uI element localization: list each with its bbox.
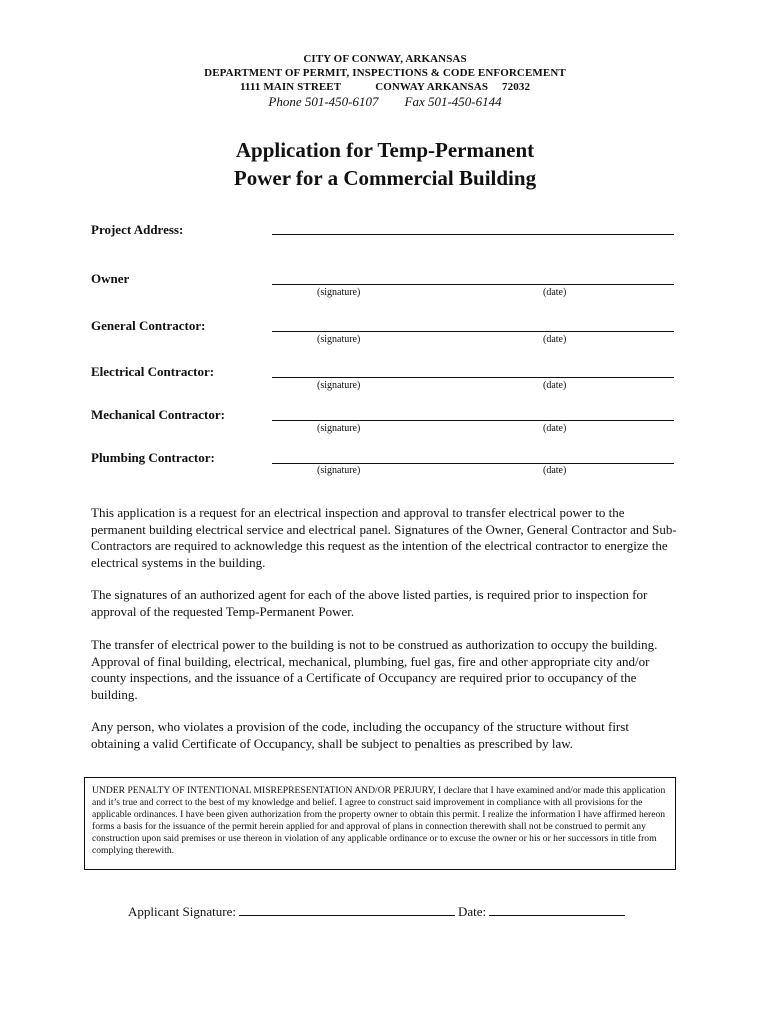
city-state: CONWAY ARKANSAS <box>375 81 489 93</box>
city-name: CITY OF CONWAY, ARKANSAS <box>303 53 467 65</box>
general-contractor-signature-caption: (signature) <box>317 334 361 345</box>
address-line <box>0 80 770 94</box>
paragraph-request: This application is a request for an electrical inspection and approval to transfer electrical power to the permanent building electrical service and electrical panel. Signatures of the Owner, General Contractor and Sub-Contractors are required to acknowledge this request as the intention of the electrical contractor to energize the electrical systems in the building. <box>91 505 677 570</box>
document-header <box>0 52 770 110</box>
mechanical-contractor-signature-caption: (signature) <box>317 423 361 434</box>
plumbing-contractor-label: Plumbing Contractor: <box>91 450 215 465</box>
phone-number: Phone 501-450-6107 <box>268 94 379 109</box>
general-contractor-signature-field[interactable] <box>272 331 674 332</box>
electrical-contractor-signature-caption: (signature) <box>317 380 361 391</box>
mechanical-contractor-date-caption: (date) <box>543 423 567 434</box>
paragraph-penalties: Any person, who violates a provision of the code, including the occupancy of the structure without first obtaining a valid Certificate of Occupancy, shall be subject to penalties as prescribed by law. <box>91 719 629 751</box>
applicant-signature-row <box>128 903 628 920</box>
department-name: DEPARTMENT OF PERMIT, INSPECTIONS & CODE ENFORCEMENT <box>204 67 566 79</box>
owner-signature-caption: (signature) <box>317 287 361 298</box>
paragraph-occupancy: The transfer of electrical power to the building is not to be construed as authorization to occupy the building. Approval of final building, electrical, mechanical, plumbing, fuel gas, fire and other appropriate city and/or county inspections, and the issuance of a Certificate of Occupancy are required prior to occupancy of the building. <box>91 637 658 702</box>
project-address-field[interactable] <box>272 234 674 235</box>
document-title <box>0 136 770 192</box>
title-line-2: Power for a Commercial Building <box>233 166 537 190</box>
electrical-contractor-signature-field[interactable] <box>272 377 674 378</box>
applicant-signature-field[interactable] <box>239 903 455 916</box>
general-contractor-label: General Contractor: <box>91 318 206 333</box>
electrical-contractor-label: Electrical Contractor: <box>91 364 215 379</box>
perjury-declaration-box <box>84 777 676 870</box>
plumbing-contractor-signature-caption: (signature) <box>317 465 361 476</box>
mechanical-contractor-label: Mechanical Contractor: <box>91 407 225 422</box>
owner-signature-field[interactable] <box>272 284 674 285</box>
owner-date-caption: (date) <box>543 287 567 298</box>
owner-label: Owner <box>91 271 130 286</box>
plumbing-contractor-date-caption: (date) <box>543 465 567 476</box>
applicant-signature-label: Applicant Signature: <box>128 904 236 919</box>
plumbing-contractor-signature-field[interactable] <box>272 463 674 464</box>
mechanical-contractor-signature-field[interactable] <box>272 420 674 421</box>
street-address: 1111 MAIN STREET <box>239 81 342 93</box>
applicant-date-label: Date: <box>457 904 487 919</box>
title-line-1: Application for Temp-Permanent <box>235 138 535 162</box>
zip-code: 72032 <box>502 81 531 93</box>
applicant-date-field[interactable] <box>489 903 625 916</box>
general-contractor-date-caption: (date) <box>543 334 567 345</box>
perjury-declaration-text: UNDER PENALTY OF INTENTIONAL MISREPRESENTATION AND/OR PERJURY, I declare that I have examined and/or made this application and it’s true and correct to the best of my knowledge and belief. I agree to construct said improvement in compliance with all provisions for the applicable ordinances. I have been given authorization from the property owner to obtain this permit. I realize the information I have affirmed hereon forms a basis for the issuance of the permit herein applied for and approval of plans in connection therewith shall not be construed to permit any construction upon said premises or use thereon in violation of any applicable ordinance or to excuse the owner or his or her successors in title from complying therewith. <box>92 785 666 857</box>
paragraph-signatures: The signatures of an authorized agent for each of the above listed parties, is required prior to inspection for approval of the requested Temp-Permanent Power. <box>91 587 648 619</box>
electrical-contractor-date-caption: (date) <box>543 380 567 391</box>
contact-line <box>0 94 770 110</box>
fax-number: Fax 501-450-6144 <box>404 94 502 109</box>
project-address-label: Project Address: <box>91 222 184 237</box>
